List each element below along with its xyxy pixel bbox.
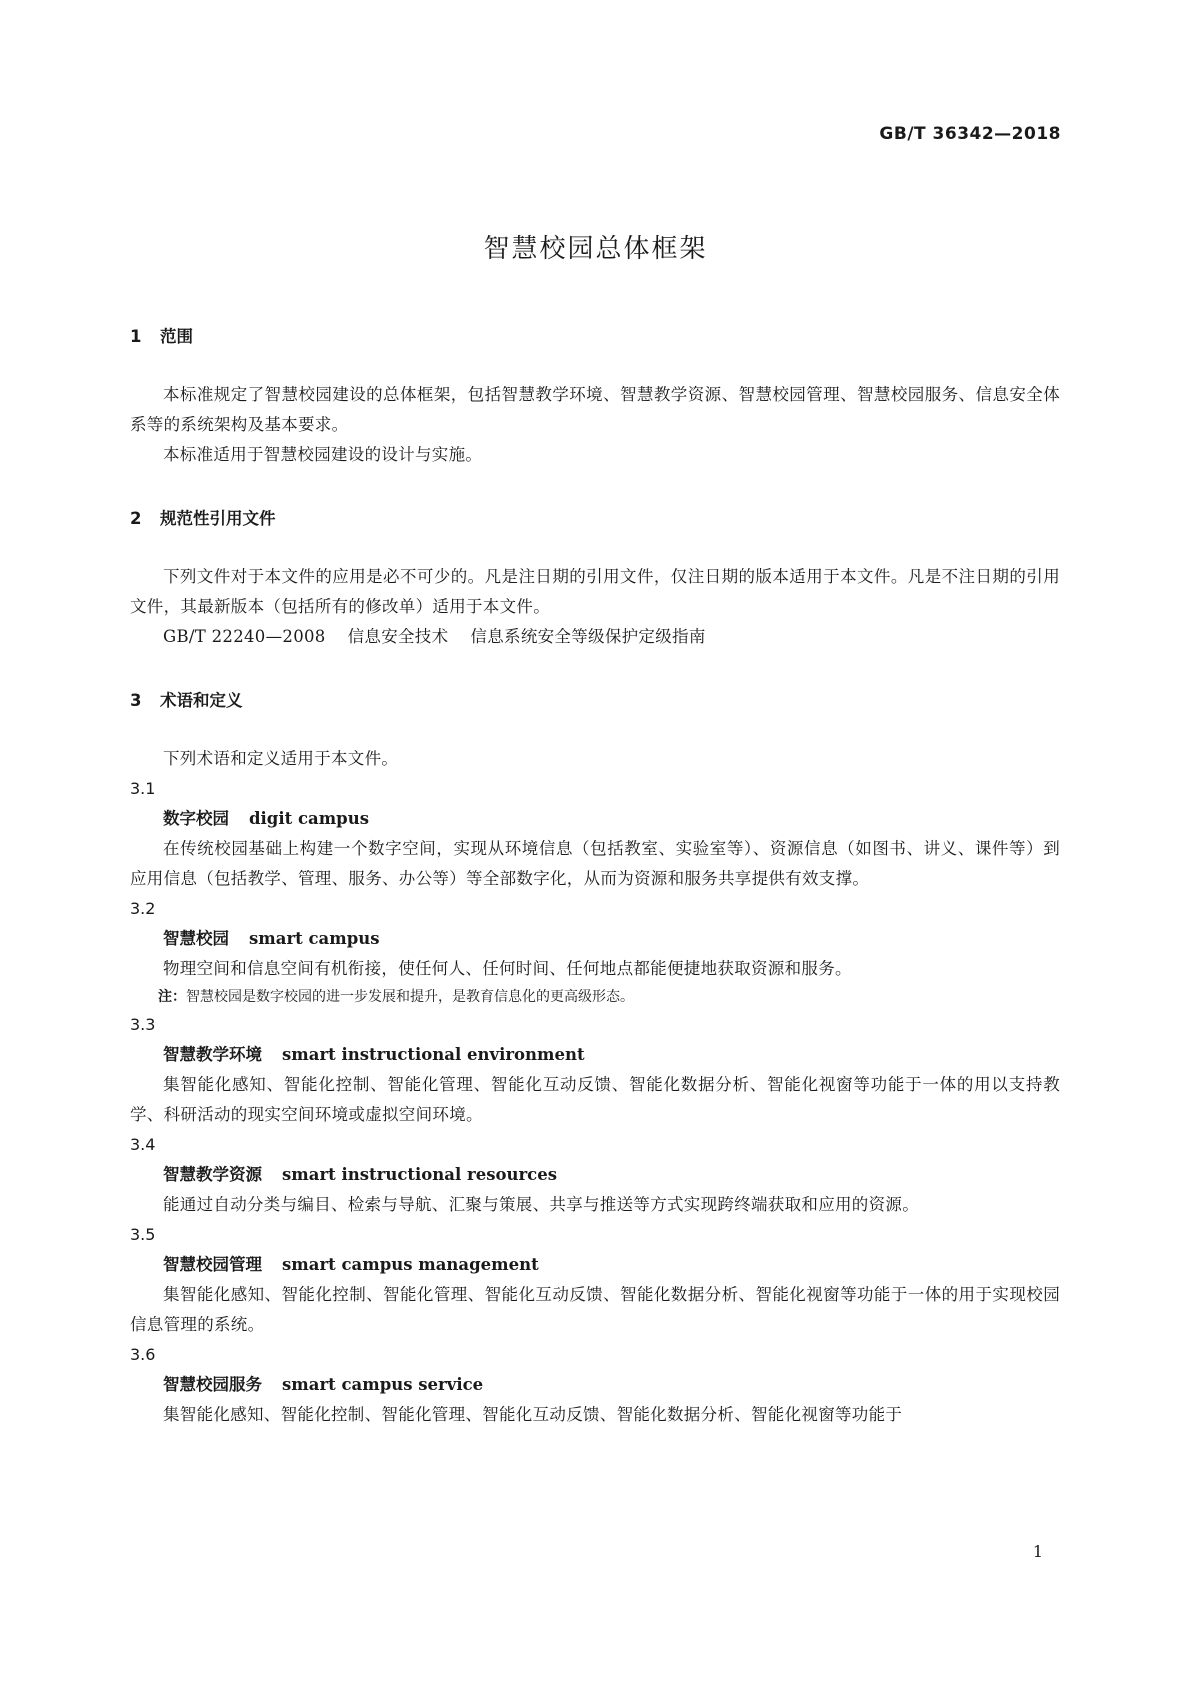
term-chinese: 智慧教学资源 (163, 1165, 262, 1184)
section-number: 2 (130, 509, 142, 528)
term-number: 3.2 (130, 899, 156, 918)
term-english: smart instructional resources (282, 1165, 558, 1184)
reference-title-part-2: 信息系统安全等级保护定级指南 (470, 627, 706, 646)
section-title: 术语和定义 (160, 691, 243, 710)
reference-entry (130, 622, 1060, 652)
term-english: smart campus service (282, 1375, 484, 1394)
term-note (130, 984, 1060, 1010)
normative-paragraph: 下列文件对于本文件的应用是必不可少的。凡是注日期的引用文件，仅注日期的版本适用于本文件。凡是不注日期的引用文件，其最新版本（包括所有的修改单）适用于本文件。 (130, 567, 1060, 616)
section-number: 3 (130, 691, 142, 710)
document-title: 智慧校园总体框架 (483, 234, 708, 264)
term-number: 3.1 (130, 779, 156, 798)
note-label: 注： (158, 989, 186, 1005)
scope-paragraph-2: 本标准适用于智慧校园建设的设计与实施。 (163, 445, 483, 464)
term-definition: 集智能化感知、智能化控制、智能化管理、智能化互动反馈、智能化数据分析、智能化视窗等功能于一体的用于实现校园信息管理的系统。 (130, 1285, 1060, 1334)
section-2-heading (130, 504, 1060, 534)
term-number: 3.6 (130, 1345, 156, 1364)
term-number: 3.4 (130, 1135, 156, 1154)
term-definition: 能通过自动分类与编目、检索与导航、汇聚与策展、共享与推送等方式实现跨终端获取和应用的资源。 (163, 1195, 919, 1214)
reference-code: GB/T 22240—2008 (163, 627, 326, 646)
page-number: 1 (1032, 1542, 1043, 1561)
term-definition: 在传统校园基础上构建一个数字空间，实现从环境信息（包括教室、实验室等）、资源信息（如图书、讲义、课件等）到应用信息（包括教学、管理、服务、办公等）等全部数字化，从而为资源和服务共享提供有效支撑。 (130, 839, 1060, 888)
term-definition: 物理空间和信息空间有机衔接，使任何人、任何时间、任何地点都能便捷地获取资源和服务。 (163, 959, 852, 978)
term-heading (130, 1160, 1060, 1190)
term-heading (130, 1040, 1060, 1070)
term-chinese: 智慧教学环境 (163, 1045, 262, 1064)
term-chinese: 数字校园 (163, 809, 229, 828)
section-1-heading (130, 322, 1060, 352)
term-chinese: 智慧校园 (163, 929, 229, 948)
term-english: smart campus (249, 929, 380, 948)
term-chinese: 智慧校园管理 (163, 1255, 262, 1274)
term-english: smart instructional environment (282, 1045, 585, 1064)
term-heading (130, 1250, 1060, 1280)
document-body (130, 322, 1060, 1430)
term-definition: 集智能化感知、智能化控制、智能化管理、智能化互动反馈、智能化数据分析、智能化视窗等功能于 (163, 1405, 903, 1424)
section-3-heading (130, 686, 1060, 716)
section-title: 范围 (160, 327, 193, 346)
term-heading (130, 804, 1060, 834)
terms-intro: 下列术语和定义适用于本文件。 (163, 749, 399, 768)
reference-title-part-1: 信息安全技术 (347, 627, 449, 646)
term-english: digit campus (249, 809, 369, 828)
term-number: 3.5 (130, 1225, 156, 1244)
term-english: smart campus management (282, 1255, 539, 1274)
standard-code: GB/T 36342—2018 (879, 124, 1061, 144)
term-definition: 集智能化感知、智能化控制、智能化管理、智能化互动反馈、智能化数据分析、智能化视窗等功能于一体的用以支持教学、科研活动的现实空间环境或虚拟空间环境。 (130, 1075, 1060, 1124)
term-number: 3.3 (130, 1015, 156, 1034)
section-number: 1 (130, 327, 142, 346)
section-title: 规范性引用文件 (160, 509, 276, 528)
term-chinese: 智慧校园服务 (163, 1375, 262, 1394)
term-heading (130, 1370, 1060, 1400)
note-text: 智慧校园是数字校园的进一步发展和提升，是教育信息化的更高级形态。 (186, 989, 634, 1005)
term-heading (130, 924, 1060, 954)
scope-paragraph-1: 本标准规定了智慧校园建设的总体框架，包括智慧教学环境、智慧教学资源、智慧校园管理、智慧校园服务、信息安全体系等的系统架构及基本要求。 (130, 385, 1060, 434)
